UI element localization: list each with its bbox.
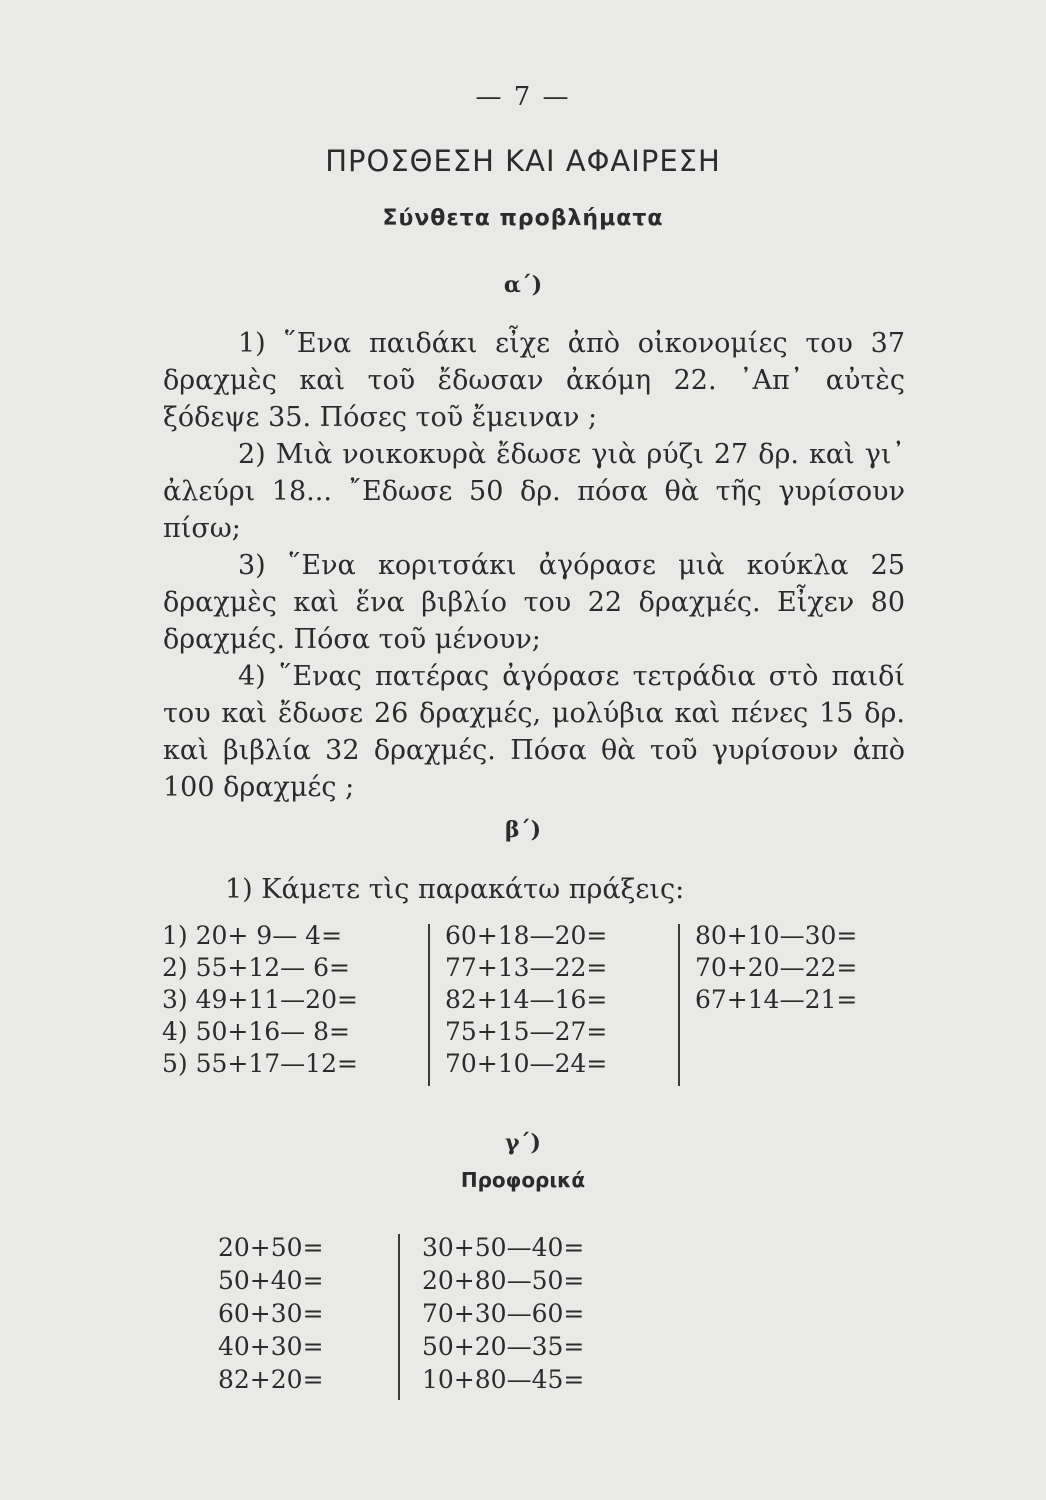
oral-item: 70+30—60= <box>422 1299 585 1328</box>
exercise-item: 1) 20+ 9— 4= <box>162 921 343 950</box>
column-divider <box>428 924 430 1086</box>
part-a-label: α΄) <box>503 272 543 298</box>
exercise-item: 82+14—16= <box>445 985 608 1014</box>
oral-item: 30+50—40= <box>422 1233 585 1262</box>
part-b-label: β΄) <box>504 817 542 843</box>
oral-item: 20+80—50= <box>422 1266 585 1295</box>
column-divider <box>398 1234 400 1400</box>
exercise-item: 60+18—20= <box>445 921 608 950</box>
exercise-item: 2) 55+12— 6= <box>162 953 350 982</box>
problem-4: 4) ῞Ενας πατέρας ἀγόρασε τετράδια στὸ παιδί του καὶ ἔδωσε 26 δραχμές, μολύβια καὶ πένες 15 δρ. καὶ βιβλία 32 δραχμές. Πόσα θὰ τοῦ γυρίσουν ἀπὸ 100 δραχμές ; <box>163 661 905 803</box>
oral-title: Προφορικά <box>460 1168 586 1192</box>
exercise-column-2 <box>445 920 607 1080</box>
word-problems <box>163 325 905 806</box>
problem-3: 3) ῞Ενα κοριτσάκι ἀγόρασε μιὰ κούκλα 25 δραχμὲς καὶ ἕνα βιβλίο του 22 δραχμές. Εἶχεν 80 δραχμές. Πόσα τοῦ μένουν; <box>163 550 905 655</box>
exercise-item: 77+13—22= <box>445 953 608 982</box>
exercise-item: 70+20—22= <box>695 953 858 982</box>
oral-item: 40+30= <box>218 1332 324 1361</box>
oral-item: 20+50= <box>218 1233 324 1262</box>
exercise-item: 3) 49+11—20= <box>162 985 358 1014</box>
exercise-column-1 <box>162 920 358 1080</box>
exercise-heading: 1) Κάμετε τὶς παρακάτω πράξεις: <box>225 874 685 905</box>
oral-item: 50+40= <box>218 1266 324 1295</box>
oral-item: 10+80—45= <box>422 1365 585 1394</box>
section-subtitle: Σύνθετα προβλήματα <box>382 206 664 231</box>
exercise-item: 75+15—27= <box>445 1017 608 1046</box>
problem-1: 1) ῞Ενα παιδάκι εἶχε ἀπὸ οἰκονομίες του 37 δραχμὲς καὶ τοῦ ἔδωσαν ἀκόμη 22. ᾽Απ᾽ αὐτὲς ξόδεψε 35. Πόσες τοῦ ἔμειναν ; <box>163 328 905 433</box>
exercise-item: 80+10—30= <box>695 921 858 950</box>
oral-item: 60+30= <box>218 1299 324 1328</box>
part-c-label: γ΄) <box>505 1130 541 1156</box>
oral-column-2 <box>422 1231 584 1396</box>
oral-item: 50+20—35= <box>422 1332 585 1361</box>
exercise-item: 70+10—24= <box>445 1049 608 1078</box>
column-divider <box>678 924 680 1086</box>
oral-item: 82+20= <box>218 1365 324 1394</box>
chapter-title: ΠΡΟΣΘΕΣΗ ΚΑΙ ΑΦΑΙΡΕΣΗ <box>325 144 721 178</box>
problem-2: 2) Μιὰ νοικοκυρὰ ἔδωσε γιὰ ρύζι 27 δρ. καὶ γι᾽ ἀλεύρι 18... ῎Εδωσε 50 δρ. πόσα θὰ τῆς γυρίσουν πίσω; <box>163 439 905 544</box>
exercise-column-3 <box>695 920 857 1016</box>
oral-column-1 <box>218 1231 324 1396</box>
page-number: — 7 — <box>475 82 571 112</box>
exercise-item: 5) 55+17—12= <box>162 1049 358 1078</box>
exercise-item: 4) 50+16— 8= <box>162 1017 350 1046</box>
exercise-item: 67+14—21= <box>695 985 858 1014</box>
